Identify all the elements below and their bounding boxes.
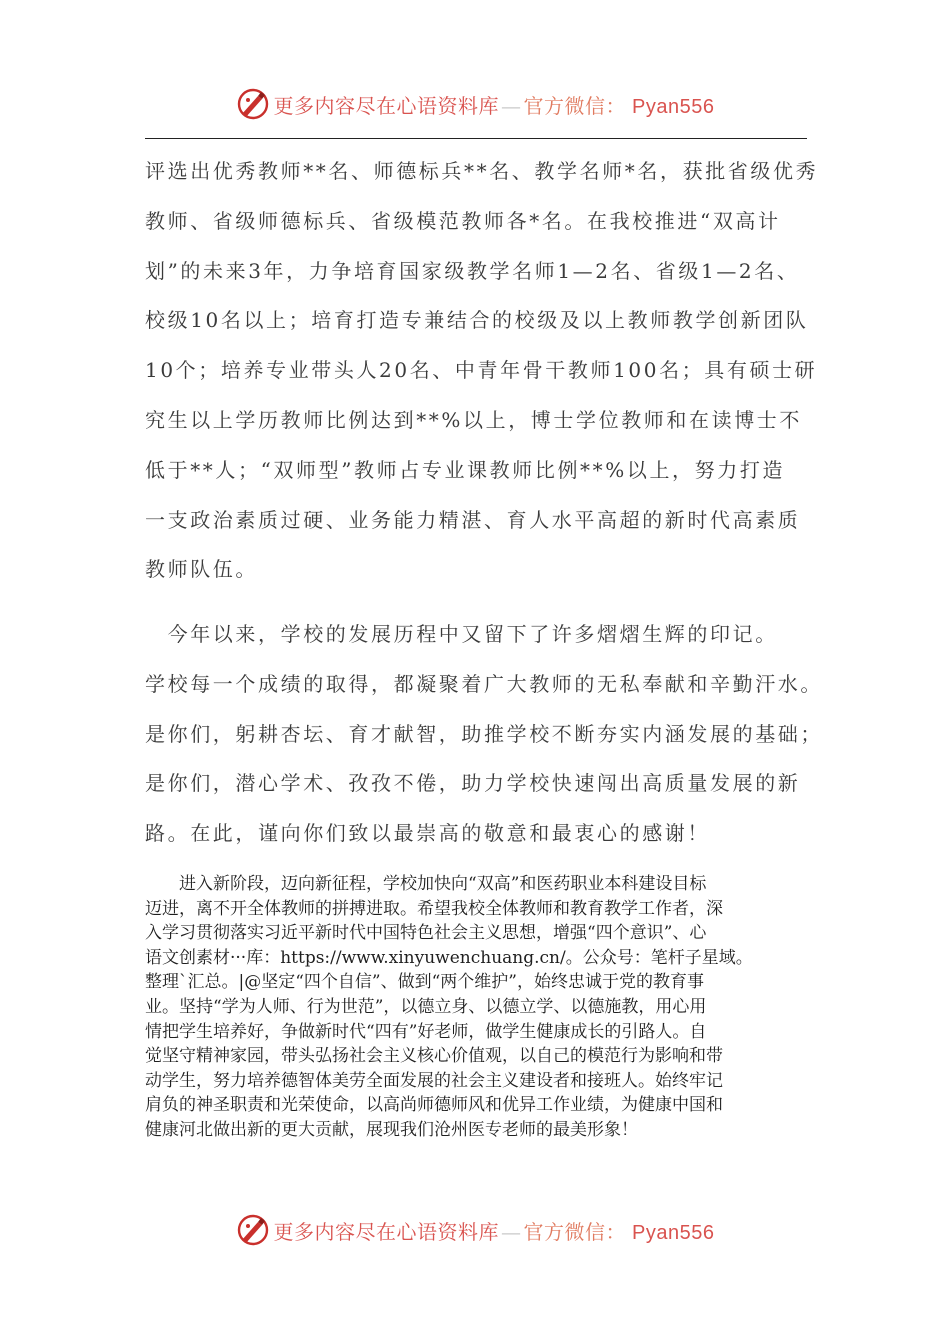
pen-circle-logo-icon: [236, 1213, 270, 1247]
body-paragraph-1: 评选出优秀教师**名、师德标兵**名、教学名师*名，获批省级优秀 教师、省级师德标兵、省级模范教师各*名。在我校推进“双高计 划”的未来3年，力争培育国家级教学名师1—2名、省级1—2名、 校级10名以上；培育打造专兼结合的校级及以上教师教学创新团队 10个；培养专业带头人20名、中青年骨干教师100名；具有硕士研 究生以上学历教师比例达到**%以上，博士学位教师和在读博士不 低于**人；“双师型”教师占专业课教师比例**%以上，努力打造 一支政治素质过硬、业务能力精湛、育人水平高超的新时代高素质 教师队伍。: [145, 159, 819, 582]
footer-banner: [0, 1210, 950, 1250]
body-paragraph-3: 进入新阶段，迈向新征程，学校加快向“双高”和医药职业本科建设目标 迈进，离不开全体教师的拼搏进取。希望我校全体教师和教育教学工作者，深 入学习贯彻落实习近平新时代中国特色社会主义思想，增强“四个意识”、心 语文创素材···库：https://www.xinyuwenchuang.cn/。公众号：笔杆子星域。 整理`汇总。|@坚定“四个自信”、做到“两个维护”，始终忠诚于党的教育事 业。坚持“学为人师、行为世范”，以德立身、以德立学、以德施教，用心用 情把学生培养好，争做新时代“四有”好老师，做学生健康成长的引路人。自 觉坚守精神家园，带头弘扬社会主义核心价值观，以自己的模范行为影响和带 动学生，努力培养德智体美劳全面发展的社会主义建设者和接班人。始终牢记 肩负的神圣职责和光荣使命，以高尚师德师风和优异工作业绩，为健康中国和 健康河北做出新的更大贡献，展现我们沧州医专老师的最美形象！: [145, 874, 753, 1140]
footer-wechat-id: Pyan556: [632, 1221, 715, 1244]
footer-wechat-label: 官方微信：: [523, 1219, 627, 1244]
header-separator: —: [501, 93, 522, 118]
footer-slogan-text: [274, 1216, 715, 1245]
header-wechat-label: 官方微信：: [523, 93, 627, 118]
footer-slogan: 更多内容尽在心语资料库: [273, 1219, 500, 1244]
pen-circle-logo-icon: [236, 87, 270, 121]
header-slogan-text: [274, 90, 715, 119]
body-paragraph-2: 今年以来，学校的发展历程中又留下了许多熠熠生辉的印记。 学校每一个成绩的取得，都凝聚着广大教师的无私奉献和辛勤汗水。 是你们，躬耕杏坛、育才献智，助推学校不断夯实内涵发展的基础； 是你们，潜心学术、孜孜不倦，助力学校快速闯出高质量发展的新 路。在此，谨向你们致以最崇高的敬意和最衷心的感谢！: [145, 622, 823, 846]
header-wechat-id: Pyan556: [632, 95, 715, 118]
header-slogan: 更多内容尽在心语资料库: [273, 93, 500, 118]
header-banner: [0, 84, 950, 124]
header-divider: [145, 138, 807, 139]
footer-separator: —: [501, 1219, 522, 1244]
